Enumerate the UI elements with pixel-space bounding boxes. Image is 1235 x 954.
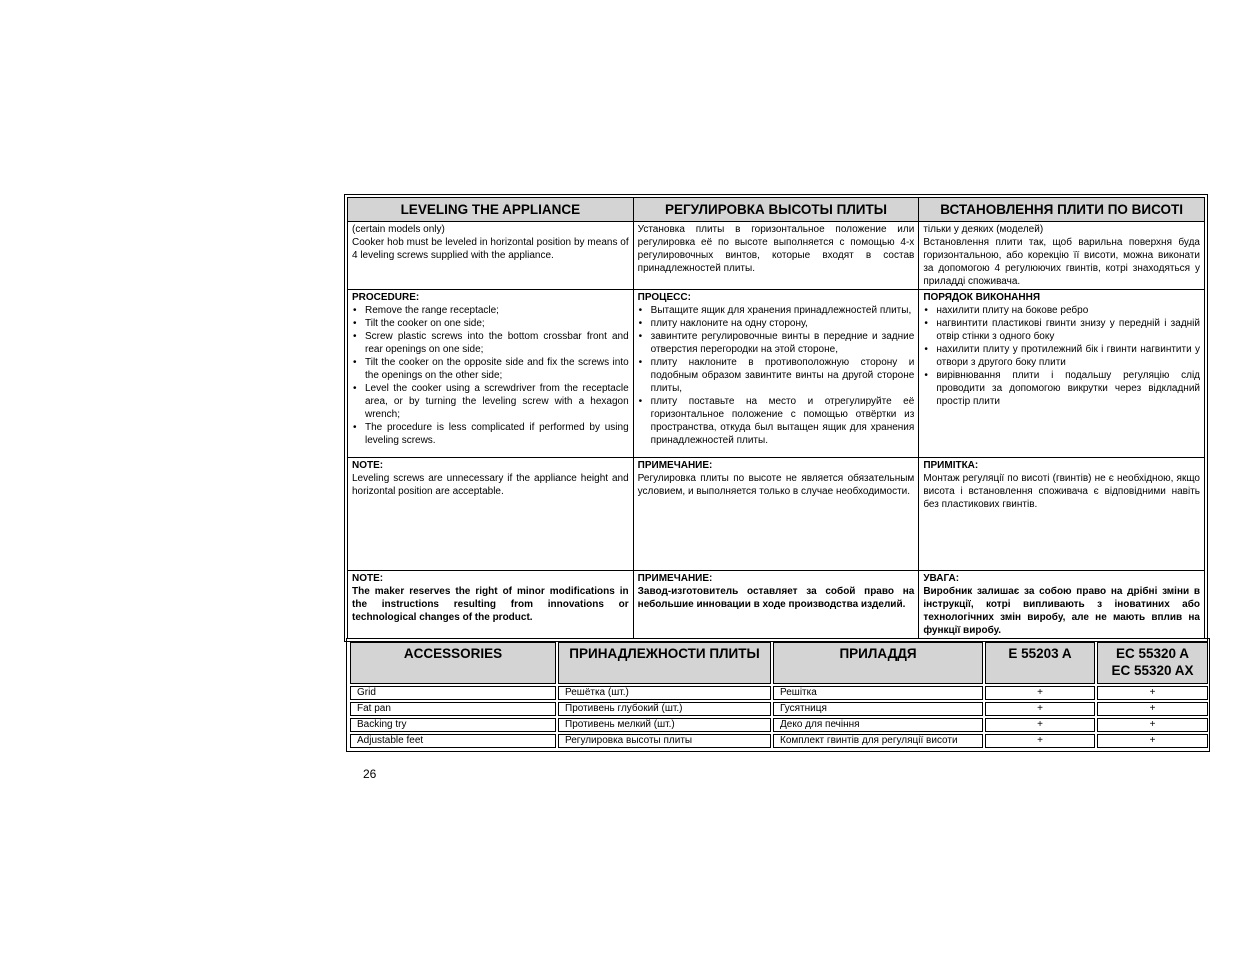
list-item: • плиту наклоните на одну сторону, bbox=[651, 317, 915, 330]
cell: Решётка (шт.) bbox=[558, 686, 771, 700]
list-item: • The procedure is less complicated if performed by using leveling screws. bbox=[365, 421, 629, 447]
list-item: • нахилити плиту на бокове ребро bbox=[936, 304, 1200, 317]
procedure-ru bbox=[633, 290, 919, 458]
note1-ru bbox=[633, 458, 919, 571]
note-label: УВАГА: bbox=[923, 573, 960, 584]
intro-uk: тільки у деяких (моделей) Встановлення плити так, щоб варильна поверхня буда горизонтальною, або корекцію її висоти, можна виконати за допомогою 4 регулюючих гвинтів, котрі знаходяться у приладді споживача. bbox=[919, 222, 1205, 290]
intro-ru: Установка плиты в горизонтальное положение или регулировка её по высоте выполняется с помощью 4-х регулировочных винтов, которые входят в состав принадлежностей плиты. bbox=[633, 222, 919, 290]
note-text: The maker reserves the right of minor modifications in the instructions resulting from innovations or technological changes of the product. bbox=[352, 586, 629, 623]
cell: Противень мелкий (шт.) bbox=[558, 718, 771, 732]
page-number: 26 bbox=[363, 767, 377, 781]
list-item: • вирівнювання плити і подальшу регуляцію слід проводити за допомогою викрутки через відкладний простір плити bbox=[936, 369, 1200, 408]
note1-uk bbox=[919, 458, 1205, 571]
leveling-table bbox=[344, 194, 1208, 642]
list-item: • плиту наклоните в противоположную сторону и подобным образом завинтите винты на другой стороне плиты, bbox=[651, 356, 915, 395]
procedure-label: ПРОЦЕСС: bbox=[637, 292, 691, 303]
cell: Решітка bbox=[773, 686, 983, 700]
note-label: ПРИМЕЧАНИЕ: bbox=[637, 460, 713, 471]
note2-ru bbox=[633, 571, 919, 639]
cell: Adjustable feet bbox=[350, 734, 556, 748]
cell: + bbox=[985, 718, 1095, 732]
procedure-label: ПОРЯДОК ВИКОНАННЯ bbox=[923, 292, 1041, 303]
note-text: Виробник залишає за собою право на дрібні зміни в інструкції, котрі випливають з іноватиних або технологічних змін виробу, але не мають вплив на функції виробу. bbox=[923, 586, 1200, 636]
note-text: Монтаж регуляції по висоті (гвинтів) не є необхідною, якщо висота і встановлення споживача є відповідними навіть без пластикових гвинтів. bbox=[923, 473, 1200, 510]
cell: Backing try bbox=[350, 718, 556, 732]
cell: + bbox=[1097, 686, 1208, 700]
note-label: ПРИМІТКА: bbox=[923, 460, 979, 471]
list-item: • Tilt the cooker on one side; bbox=[365, 317, 629, 330]
note2-en bbox=[348, 571, 634, 639]
cell: Fat pan bbox=[350, 702, 556, 716]
cell: Grid bbox=[350, 686, 556, 700]
table-row bbox=[350, 686, 1208, 700]
intro-en: (certain models only) Cooker hob must be leveled in horizontal position by means of 4 leveling screws supplied with the appliance. bbox=[348, 222, 634, 290]
note-label: NOTE: bbox=[352, 460, 384, 471]
cell: Гусятниця bbox=[773, 702, 983, 716]
list-item: • Level the cooker using a screwdriver from the receptacle area, or by turning the leveling screw with a hexagon wrench; bbox=[365, 382, 629, 421]
procedure-uk bbox=[919, 290, 1205, 458]
cell: + bbox=[985, 734, 1095, 748]
accessories-table bbox=[346, 638, 1210, 752]
header-en: LEVELING THE APPLIANCE bbox=[348, 198, 634, 222]
header-uk: ВСТАНОВЛЕННЯ ПЛИТИ ПО ВИСОТІ bbox=[919, 198, 1205, 222]
procedure-en bbox=[348, 290, 634, 458]
acc-header-model1: E 55203 A bbox=[985, 642, 1095, 684]
note-text: Завод-изготовитель оставляет за собой право на небольшие инновации в ходе производства изделий. bbox=[637, 586, 915, 610]
header-ru: РЕГУЛИРОВКА ВЫСОТЫ ПЛИТЫ bbox=[633, 198, 919, 222]
acc-header-en: ACCESSORIES bbox=[350, 642, 556, 684]
cell: + bbox=[1097, 718, 1208, 732]
note-text: Leveling screws are unnecessary if the appliance height and horizontal position are acceptable. bbox=[352, 473, 629, 497]
list-item: • нагвинтити пластикові гвинти знизу у передній і задній отвір стінки з одного боку bbox=[936, 317, 1200, 343]
note-text: Регулировка плиты по высоте не является обязательным условием, и выполняется только в случае необходимости. bbox=[637, 473, 915, 497]
list-item: • Tilt the cooker on the opposite side and fix the screws into the openings on the other side; bbox=[365, 356, 629, 382]
acc-header-model2: EC 55320 A EC 55320 AX bbox=[1097, 642, 1208, 684]
procedure-label: PROCEDURE: bbox=[352, 292, 420, 303]
acc-header-ru: ПРИНАДЛЕЖНОСТИ ПЛИТЫ bbox=[558, 642, 771, 684]
note2-uk bbox=[919, 571, 1205, 639]
cell: + bbox=[985, 686, 1095, 700]
cell: Регулировка высоты плиты bbox=[558, 734, 771, 748]
table-row bbox=[350, 718, 1208, 732]
cell: + bbox=[1097, 734, 1208, 748]
cell: + bbox=[1097, 702, 1208, 716]
list-item: • Remove the range receptacle; bbox=[365, 304, 629, 317]
cell: + bbox=[985, 702, 1095, 716]
table-row bbox=[350, 702, 1208, 716]
list-item: • Screw plastic screws into the bottom crossbar front and rear openings on one side; bbox=[365, 330, 629, 356]
cell: Комплект гвинтів для регуляції висоти bbox=[773, 734, 983, 748]
list-item: • Вытащите ящик для хранения принадлежностей плиты, bbox=[651, 304, 915, 317]
table-row bbox=[350, 734, 1208, 748]
acc-header-uk: ПРИЛАДДЯ bbox=[773, 642, 983, 684]
list-item: • нахилити плиту у протилежний бік і гвинти нагвинтити у отвори з другого боку плити bbox=[936, 343, 1200, 369]
cell: Деко для печіння bbox=[773, 718, 983, 732]
note1-en bbox=[348, 458, 634, 571]
list-item: • завинтите регулировочные винты в передние и задние отверстия перегородки на этой стороне, bbox=[651, 330, 915, 356]
note-label: NOTE: bbox=[352, 573, 384, 584]
note-label: ПРИМЕЧАНИЕ: bbox=[637, 573, 713, 584]
cell: Противень глубокий (шт.) bbox=[558, 702, 771, 716]
list-item: • плиту поставьте на место и отрегулируйте её горизонтальное положение с помощью отвёртки из пространства, откуда был вытащен ящик для хранения принадлежностей плиты. bbox=[651, 395, 915, 447]
